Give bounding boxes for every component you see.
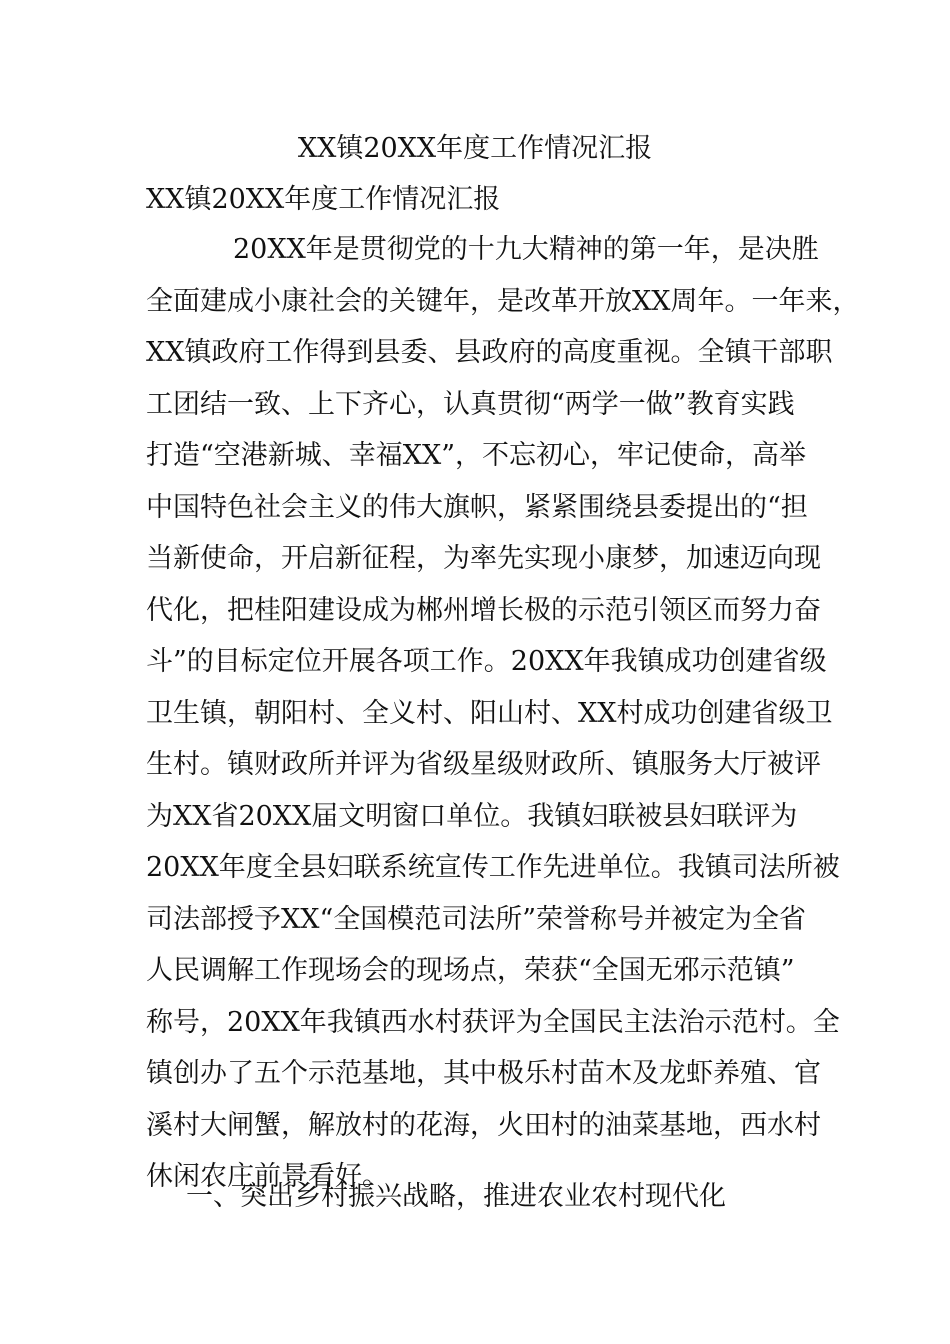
paragraph-line: 卫生镇，朝阳村、全义村、阳山村、XX村成功创建省级卫	[146, 697, 833, 729]
paragraph-line: 斗”的目标定位开展各项工作。20XX年我镇成功创建省级	[146, 646, 827, 677]
body-paragraph	[146, 232, 860, 1211]
paragraph-line: 司法部授予XX“全国模范司法所”荣誉称号并被定为全省	[146, 903, 807, 935]
paragraph-line: XX镇政府工作得到县委、县政府的高度重视。全镇干部职	[146, 337, 833, 368]
paragraph-line: 打造“空港新城、幸福XX”，不忘初心，牢记使命，高举	[146, 440, 807, 471]
paragraph-line: 工团结一致、上下齐心，认真贯彻“两学一做”教育实践	[146, 388, 795, 420]
paragraph-line: 溪村大闸蟹，解放村的花海，火田村的油菜基地，西水村	[146, 1109, 821, 1141]
paragraph-line: 全面建成小康社会的关键年，是改革开放XX周年。一年来，	[146, 285, 860, 317]
paragraph-line: 镇创办了五个示范基地，其中极乐村苗木及龙虾养殖、官	[146, 1058, 821, 1089]
paragraph-line: 20XX年度全县妇联系统宣传工作先进单位。我镇司法所被	[146, 852, 840, 883]
paragraph-line: 20XX年是贯彻党的十九大精神的第一年，是决胜	[233, 234, 819, 265]
document-subtitle: XX镇20XX年度工作情况汇报	[146, 184, 501, 215]
paragraph-line: 生村。镇财政所并评为省级星级财政所、镇服务大厅被评	[146, 749, 821, 780]
paragraph-line: 为XX省20XX届文明窗口单位。我镇妇联被县妇联评为	[146, 800, 798, 832]
paragraph-line: 称号，20XX年我镇西水村获评为全国民主法治示范村。全	[146, 1006, 840, 1038]
paragraph-line: 代化，把桂阳建设成为郴州增长极的示范引领区而努力奋	[146, 594, 821, 626]
document-title: XX镇20XX年度工作情况汇报	[297, 133, 653, 164]
paragraph-line: 当新使命，开启新征程，为率先实现小康梦，加速迈向现	[146, 543, 821, 574]
paragraph-line: 人民调解工作现场会的现场点，荣获“全国无邪示范镇”	[146, 955, 795, 986]
paragraph-line: 休闲农庄前景看好。	[146, 1161, 389, 1192]
section-heading: 一、突出乡村振兴战略，推进农业农村现代化	[186, 1181, 726, 1212]
paragraph-line: 中国特色社会主义的伟大旗帜，紧紧围绕县委提出的“担	[146, 491, 808, 523]
